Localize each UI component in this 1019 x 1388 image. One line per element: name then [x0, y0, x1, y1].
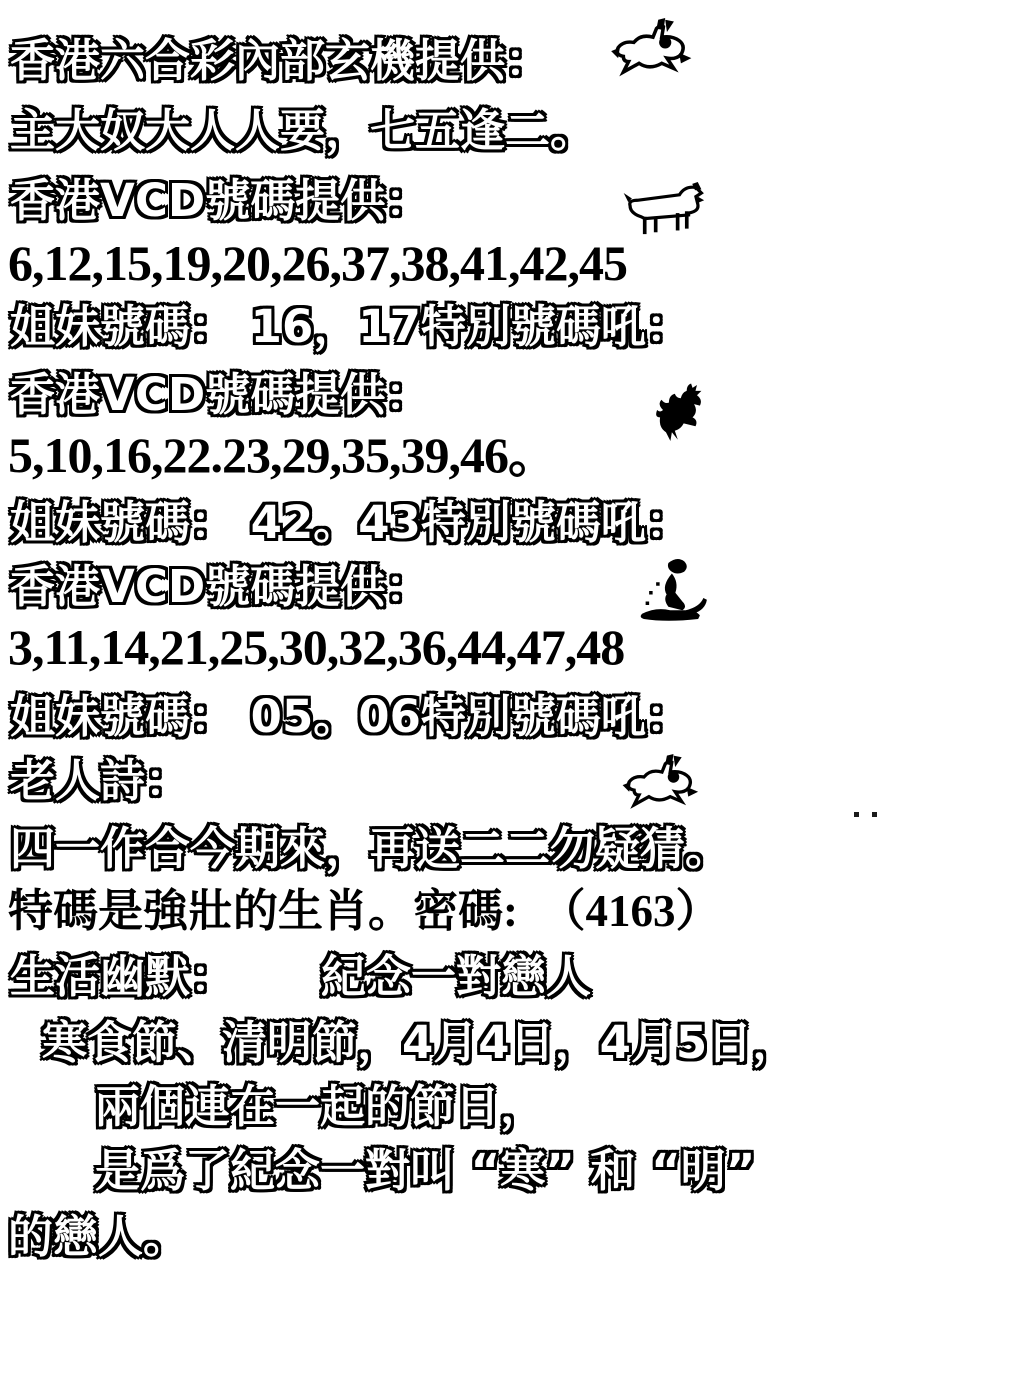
special-code-line: 特碼是強壯的生肖。密碼: （4163） — [8, 886, 721, 936]
humor-line-1: 寒食節、清明節，4月4日，4月5日， — [42, 1016, 798, 1069]
sister-numbers-2: 姐妹號碼： 42。43特別號碼吼： — [10, 496, 691, 549]
goat-icon — [615, 182, 711, 246]
vcd-numbers-1: 6,12,15,19,20,26,37,38,41,42,45 — [8, 235, 627, 291]
vcd-heading-3: 香港VCD號碼提供： — [10, 560, 431, 613]
vcd-heading-1: 香港VCD號碼提供： — [10, 174, 431, 227]
rooster-icon — [648, 382, 712, 444]
sister-numbers-3: 姐妹號碼： 05。06特別號碼吼： — [10, 690, 691, 743]
lottery-title: 香港六合彩內部玄機提供： — [10, 34, 551, 87]
life-humor-headline: 紀念一對戀人 — [321, 950, 592, 1003]
humor-line-2: 兩個連在一起的節日， — [95, 1080, 546, 1133]
humor-line-3: 是爲了紀念一對叫 “寒” 和 “明” — [95, 1144, 756, 1197]
humor-line-4: 的戀人。 — [8, 1210, 189, 1263]
sister-numbers-1: 姐妹號碼： 16，17特別號碼吼： — [10, 300, 691, 353]
elder-poem-title: 老人詩： — [10, 754, 191, 807]
mystery-hint-line: 主大奴大人人要，七五逢二。 — [10, 104, 596, 157]
vcd-numbers-3: 3,11,14,21,25,30,32,36,44,47,48 — [8, 619, 625, 675]
life-humor-line — [10, 948, 591, 1006]
life-humor-title: 生活幽默： — [10, 950, 236, 1003]
rabbit-icon — [618, 754, 706, 818]
elder-poem-verse: 四一作合今期來，再送二二勿疑猜。 — [10, 822, 731, 875]
ink-speck — [872, 812, 877, 817]
rabbit-icon — [608, 18, 698, 86]
vcd-heading-2: 香港VCD號碼提供： — [10, 368, 431, 421]
ink-speck — [854, 812, 859, 817]
vcd-numbers-2: 5,10,16,22.23,29,35,39,46。 — [8, 427, 557, 483]
monkey-icon — [628, 556, 714, 626]
